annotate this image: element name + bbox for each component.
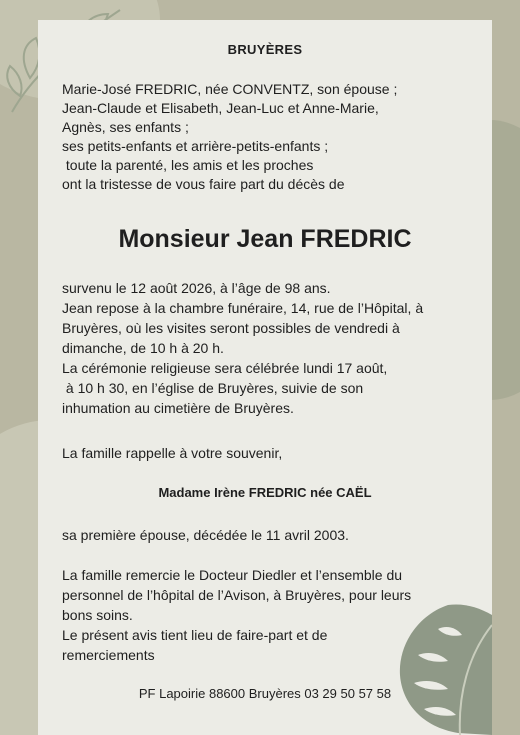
intro-line: toute la parenté, les amis et les proches [62, 157, 314, 173]
intro-line: ont la tristesse de vous faire part du décès de [62, 176, 345, 192]
first-wife-name: Madame Irène FREDRIC née CAËL [158, 485, 372, 500]
thanks-line: remerciements [62, 647, 155, 663]
detail-line: survenu le 12 août 2026, à l’âge de 98 ans. [62, 280, 331, 296]
remembrance-text: La famille rappelle à votre souvenir, [62, 445, 283, 461]
deceased-name: Monsieur Jean FREDRIC [118, 225, 412, 253]
family-intro [62, 80, 472, 194]
detail-line: Bruyères, où les visites seront possibles de vendredi à [62, 320, 400, 336]
funeral-home-contact: PF Lapoirie 88600 Bruyères 03 29 50 57 58 [138, 686, 392, 701]
detail-line: Jean repose à la chambre funéraire, 14, rue de l’Hôpital, à [62, 300, 424, 316]
thanks-line: La famille remercie le Docteur Diedler et l’ensemble du [62, 567, 403, 583]
intro-line: Marie-José FREDRIC, née CONVENTZ, son épouse ; [62, 81, 398, 97]
detail-line: dimanche, de 10 h à 20 h. [62, 340, 224, 356]
thanks-line: bons soins. [62, 607, 133, 623]
thanks-line: personnel de l’hôpital de l’Avison, à Bruyères, pour leurs [62, 587, 412, 603]
detail-line: La cérémonie religieuse sera célébrée lundi 17 août, [62, 360, 388, 376]
intro-line: Agnès, ses enfants ; [62, 119, 189, 135]
funeral-details [62, 278, 472, 418]
detail-line: à 10 h 30, en l’église de Bruyères, suivie de son [62, 380, 364, 396]
intro-line: Jean-Claude et Elisabeth, Jean-Luc et Anne-Marie, [62, 100, 379, 116]
town-heading: BRUYÈRES [227, 42, 303, 57]
intro-line: ses petits-enfants et arrière-petits-enfants ; [62, 138, 329, 154]
thanks-line: Le présent avis tient lieu de faire-part et de [62, 627, 328, 643]
monstera-leaf-icon [388, 595, 492, 735]
notice-card [38, 20, 492, 735]
detail-line: inhumation au cimetière de Bruyères. [62, 400, 294, 416]
first-wife-note: sa première épouse, décédée le 11 avril 2003. [62, 527, 349, 543]
